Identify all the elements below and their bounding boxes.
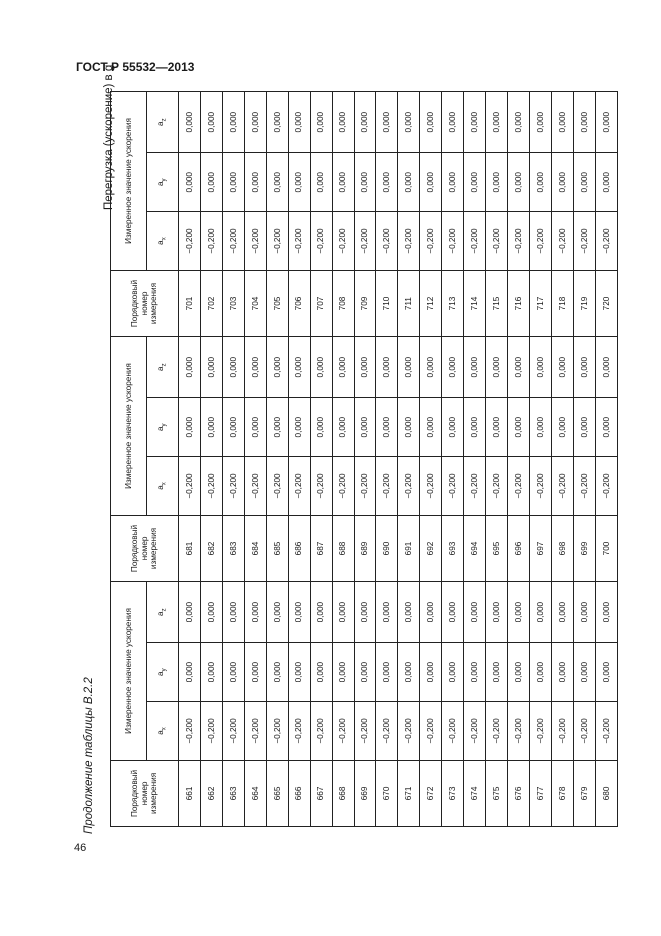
acceleration-value-cell: −0,200 <box>288 212 310 271</box>
acceleration-value-cell: −0,200 <box>332 457 354 516</box>
acceleration-value-cell: 0,000 <box>376 643 398 702</box>
acceleration-value-cell: 0,000 <box>573 153 595 212</box>
page-number: 46 <box>74 842 87 854</box>
acceleration-value-cell: −0,200 <box>288 702 310 761</box>
table-row <box>354 92 376 827</box>
col-header-group: Измеренное значение ускорения <box>111 337 147 516</box>
col-header-number: Порядковый номер измерения <box>111 515 179 581</box>
acceleration-value-cell: −0,200 <box>310 212 332 271</box>
acceleration-value-cell: 0,000 <box>442 153 464 212</box>
acceleration-value-cell: 0,000 <box>288 643 310 702</box>
acceleration-value-cell: 0,000 <box>398 398 420 457</box>
acceleration-value-cell: 0,000 <box>420 643 442 702</box>
acceleration-value-cell: 0,000 <box>398 92 420 153</box>
acceleration-value-cell: 0,000 <box>551 398 573 457</box>
acceleration-value-cell: 0,000 <box>310 398 332 457</box>
acceleration-value-cell: 0,000 <box>486 153 508 212</box>
acceleration-value-cell: −0,200 <box>310 457 332 516</box>
acceleration-value-cell: −0,200 <box>442 457 464 516</box>
acceleration-value-cell: 0,000 <box>310 337 332 398</box>
acceleration-value-cell: −0,200 <box>486 457 508 516</box>
measurement-number-cell: 711 <box>398 270 420 336</box>
acceleration-value-cell: 0,000 <box>222 153 244 212</box>
acceleration-value-cell: −0,200 <box>398 457 420 516</box>
acceleration-value-cell: 0,000 <box>354 92 376 153</box>
acceleration-value-cell: −0,200 <box>464 457 486 516</box>
standard-header: ГОСТ Р 55532—2013 <box>76 60 195 74</box>
measurement-number-cell: 708 <box>332 270 354 336</box>
acceleration-value-cell: −0,200 <box>266 212 288 271</box>
acceleration-value-cell: 0,000 <box>398 337 420 398</box>
acceleration-value-cell: −0,200 <box>530 702 552 761</box>
acceleration-value-cell: 0,000 <box>288 582 310 643</box>
acceleration-value-cell: −0,200 <box>508 457 530 516</box>
acceleration-value-cell: 0,000 <box>420 92 442 153</box>
measurement-number-cell: 681 <box>179 515 201 581</box>
acceleration-value-cell: −0,200 <box>266 702 288 761</box>
acceleration-value-cell: 0,000 <box>310 92 332 153</box>
measurement-number-cell: 665 <box>266 760 288 826</box>
acceleration-value-cell: 0,000 <box>464 153 486 212</box>
acceleration-value-cell: −0,200 <box>573 457 595 516</box>
table-container <box>110 91 618 827</box>
measurement-number-cell: 675 <box>486 760 508 826</box>
acceleration-value-cell: 0,000 <box>179 582 201 643</box>
measurement-number-cell: 669 <box>354 760 376 826</box>
col-header-group: Измеренное значение ускорения <box>111 92 147 271</box>
measurement-number-cell: 695 <box>486 515 508 581</box>
acceleration-value-cell: 0,000 <box>508 398 530 457</box>
acceleration-value-cell: −0,200 <box>354 702 376 761</box>
acceleration-value-cell: 0,000 <box>530 337 552 398</box>
col-header-number: Порядковый номер измерения <box>111 270 179 336</box>
table-row <box>288 92 310 827</box>
acceleration-value-cell: 0,000 <box>573 337 595 398</box>
measurement-number-cell: 710 <box>376 270 398 336</box>
measurement-number-cell: 694 <box>464 515 486 581</box>
acceleration-value-cell: 0,000 <box>222 582 244 643</box>
acceleration-value-cell: 0,000 <box>551 92 573 153</box>
acceleration-value-cell: 0,000 <box>420 337 442 398</box>
measurement-number-cell: 671 <box>398 760 420 826</box>
acceleration-value-cell: −0,200 <box>420 212 442 271</box>
col-header-az: $a_z$ <box>147 582 179 643</box>
acceleration-value-cell: −0,200 <box>200 457 222 516</box>
acceleration-value-cell: 0,000 <box>573 582 595 643</box>
acceleration-value-cell: −0,200 <box>376 457 398 516</box>
measurement-number-cell: 688 <box>332 515 354 581</box>
col-header-az: $a_z$ <box>147 337 179 398</box>
table-row <box>442 92 464 827</box>
acceleration-value-cell: 0,000 <box>551 337 573 398</box>
measurement-number-cell: 690 <box>376 515 398 581</box>
acceleration-value-cell: 0,000 <box>376 582 398 643</box>
acceleration-value-cell: 0,000 <box>179 153 201 212</box>
table-row <box>179 92 201 827</box>
table-row <box>530 92 552 827</box>
acceleration-value-cell: −0,200 <box>332 702 354 761</box>
acceleration-value-cell: 0,000 <box>420 153 442 212</box>
acceleration-value-cell: 0,000 <box>573 92 595 153</box>
acceleration-value-cell: 0,000 <box>442 582 464 643</box>
acceleration-value-cell: −0,200 <box>200 212 222 271</box>
measurement-number-cell: 691 <box>398 515 420 581</box>
acceleration-value-cell: −0,200 <box>222 702 244 761</box>
acceleration-value-cell: 0,000 <box>332 398 354 457</box>
acceleration-value-cell: 0,000 <box>222 398 244 457</box>
table-row <box>398 92 420 827</box>
table-row <box>551 92 573 827</box>
table-caption: Продолжение таблицы B.2.2 <box>83 677 95 834</box>
acceleration-value-cell: 0,000 <box>354 643 376 702</box>
acceleration-value-cell: 0,000 <box>288 337 310 398</box>
table-row <box>332 92 354 827</box>
acceleration-value-cell: 0,000 <box>376 153 398 212</box>
col-header-ax: $a_x$ <box>147 702 179 761</box>
acceleration-value-cell: −0,200 <box>595 702 617 761</box>
acceleration-value-cell: 0,000 <box>222 92 244 153</box>
acceleration-value-cell: 0,000 <box>376 92 398 153</box>
acceleration-value-cell: 0,000 <box>573 398 595 457</box>
measurement-number-cell: 689 <box>354 515 376 581</box>
table-row <box>420 92 442 827</box>
measurement-number-cell: 686 <box>288 515 310 581</box>
table-row <box>266 92 288 827</box>
acceleration-value-cell: 0,000 <box>508 337 530 398</box>
acceleration-value-cell: −0,200 <box>354 457 376 516</box>
measurement-number-cell: 718 <box>551 270 573 336</box>
acceleration-value-cell: 0,000 <box>332 153 354 212</box>
measurement-number-cell: 677 <box>530 760 552 826</box>
acceleration-value-cell: 0,000 <box>310 643 332 702</box>
acceleration-value-cell: −0,200 <box>530 212 552 271</box>
acceleration-value-cell: −0,200 <box>551 702 573 761</box>
acceleration-value-cell: 0,000 <box>266 92 288 153</box>
measurement-number-cell: 699 <box>573 515 595 581</box>
col-header-ay: $a_y$ <box>147 398 179 457</box>
acceleration-value-cell: 0,000 <box>464 643 486 702</box>
measurement-number-cell: 662 <box>200 760 222 826</box>
measurement-number-cell: 713 <box>442 270 464 336</box>
measurement-number-cell: 697 <box>530 515 552 581</box>
col-header-ay: $a_y$ <box>147 153 179 212</box>
acceleration-value-cell: −0,200 <box>332 212 354 271</box>
acceleration-value-cell: 0,000 <box>595 337 617 398</box>
acceleration-value-cell: 0,000 <box>354 337 376 398</box>
acceleration-value-cell: 0,000 <box>310 153 332 212</box>
acceleration-value-cell: 0,000 <box>442 643 464 702</box>
acceleration-value-cell: 0,000 <box>200 153 222 212</box>
rotated-table <box>110 91 618 827</box>
measurement-number-cell: 682 <box>200 515 222 581</box>
acceleration-value-cell: −0,200 <box>573 212 595 271</box>
acceleration-value-cell: 0,000 <box>464 398 486 457</box>
acceleration-value-cell: −0,200 <box>222 457 244 516</box>
acceleration-value-cell: 0,000 <box>244 153 266 212</box>
acceleration-value-cell: −0,200 <box>551 457 573 516</box>
acceleration-value-cell: −0,200 <box>398 702 420 761</box>
acceleration-value-cell: 0,000 <box>332 643 354 702</box>
acceleration-value-cell: 0,000 <box>420 582 442 643</box>
measurement-number-cell: 678 <box>551 760 573 826</box>
measurement-number-cell: 706 <box>288 270 310 336</box>
acceleration-value-cell: 0,000 <box>442 337 464 398</box>
acceleration-value-cell: −0,200 <box>420 702 442 761</box>
measurement-number-cell: 703 <box>222 270 244 336</box>
acceleration-value-cell: 0,000 <box>266 153 288 212</box>
table-row <box>222 92 244 827</box>
measurement-number-cell: 676 <box>508 760 530 826</box>
measurement-number-cell: 685 <box>266 515 288 581</box>
acceleration-value-cell: 0,000 <box>486 92 508 153</box>
acceleration-value-cell: −0,200 <box>486 702 508 761</box>
measurement-number-cell: 717 <box>530 270 552 336</box>
acceleration-value-cell: 0,000 <box>376 337 398 398</box>
measurement-number-cell: 704 <box>244 270 266 336</box>
acceleration-value-cell: 0,000 <box>266 337 288 398</box>
acceleration-value-cell: −0,200 <box>179 212 201 271</box>
acceleration-value-cell: 0,000 <box>486 582 508 643</box>
col-header-ax: $a_x$ <box>147 457 179 516</box>
acceleration-value-cell: 0,000 <box>244 643 266 702</box>
table-row <box>595 92 617 827</box>
acceleration-value-cell: −0,200 <box>595 212 617 271</box>
acceleration-value-cell: 0,000 <box>288 153 310 212</box>
acceleration-value-cell: 0,000 <box>332 582 354 643</box>
acceleration-value-cell: −0,200 <box>244 457 266 516</box>
acceleration-value-cell: −0,200 <box>508 702 530 761</box>
measurement-number-cell: 683 <box>222 515 244 581</box>
acceleration-value-cell: −0,200 <box>551 212 573 271</box>
acceleration-value-cell: 0,000 <box>530 582 552 643</box>
acceleration-value-cell: 0,000 <box>573 643 595 702</box>
col-header-az: $a_z$ <box>147 92 179 153</box>
acceleration-value-cell: 0,000 <box>244 582 266 643</box>
acceleration-value-cell: 0,000 <box>398 643 420 702</box>
table-row <box>200 92 222 827</box>
measurement-number-cell: 684 <box>244 515 266 581</box>
acceleration-value-cell: 0,000 <box>179 92 201 153</box>
acceleration-value-cell: 0,000 <box>508 643 530 702</box>
acceleration-value-cell: 0,000 <box>200 582 222 643</box>
acceleration-value-cell: 0,000 <box>200 398 222 457</box>
measurement-number-cell: 692 <box>420 515 442 581</box>
acceleration-value-cell: 0,000 <box>244 92 266 153</box>
acceleration-value-cell: 0,000 <box>398 582 420 643</box>
table-row <box>376 92 398 827</box>
col-header-number: Порядковый номер измерения <box>111 760 179 826</box>
acceleration-value-cell: −0,200 <box>244 212 266 271</box>
measurement-number-cell: 670 <box>376 760 398 826</box>
table-row <box>573 92 595 827</box>
acceleration-value-cell: −0,200 <box>573 702 595 761</box>
table-row <box>464 92 486 827</box>
table-row <box>244 92 266 827</box>
acceleration-value-cell: 0,000 <box>288 398 310 457</box>
acceleration-value-cell: 0,000 <box>530 153 552 212</box>
acceleration-value-cell: −0,200 <box>222 212 244 271</box>
acceleration-value-cell: −0,200 <box>464 702 486 761</box>
measurement-number-cell: 712 <box>420 270 442 336</box>
table-row <box>486 92 508 827</box>
measurement-number-cell: 687 <box>310 515 332 581</box>
acceleration-value-cell: −0,200 <box>200 702 222 761</box>
measurement-number-cell: 680 <box>595 760 617 826</box>
measurement-number-cell: 707 <box>310 270 332 336</box>
acceleration-value-cell: 0,000 <box>595 582 617 643</box>
measurement-number-cell: 661 <box>179 760 201 826</box>
acceleration-value-cell: 0,000 <box>508 153 530 212</box>
acceleration-value-cell: 0,000 <box>530 398 552 457</box>
measurement-number-cell: 663 <box>222 760 244 826</box>
measurement-number-cell: 667 <box>310 760 332 826</box>
acceleration-value-cell: 0,000 <box>442 92 464 153</box>
acceleration-value-cell: 0,000 <box>464 92 486 153</box>
acceleration-value-cell: 0,000 <box>595 643 617 702</box>
acceleration-value-cell: 0,000 <box>486 337 508 398</box>
acceleration-value-cell: −0,200 <box>310 702 332 761</box>
acceleration-value-cell: −0,200 <box>376 702 398 761</box>
acceleration-value-cell: 0,000 <box>266 582 288 643</box>
acceleration-value-cell: 0,000 <box>244 337 266 398</box>
acceleration-value-cell: 0,000 <box>244 398 266 457</box>
acceleration-value-cell: −0,200 <box>442 212 464 271</box>
acceleration-value-cell: 0,000 <box>595 92 617 153</box>
acceleration-value-cell: 0,000 <box>288 92 310 153</box>
acceleration-value-cell: 0,000 <box>179 643 201 702</box>
acceleration-value-cell: 0,000 <box>464 337 486 398</box>
acceleration-value-cell: 0,000 <box>398 153 420 212</box>
acceleration-value-cell: 0,000 <box>420 398 442 457</box>
measurement-number-cell: 702 <box>200 270 222 336</box>
acceleration-value-cell: 0,000 <box>551 582 573 643</box>
measurement-number-cell: 664 <box>244 760 266 826</box>
acceleration-value-cell: 0,000 <box>486 398 508 457</box>
acceleration-value-cell: −0,200 <box>179 457 201 516</box>
table-row <box>310 92 332 827</box>
acceleration-value-cell: 0,000 <box>551 643 573 702</box>
acceleration-value-cell: 0,000 <box>464 582 486 643</box>
acceleration-value-cell: −0,200 <box>530 457 552 516</box>
measurement-number-cell: 705 <box>266 270 288 336</box>
acceleration-value-cell: 0,000 <box>222 337 244 398</box>
unit-label: Перегрузка (ускорение) в g <box>103 64 115 210</box>
acceleration-value-cell: 0,000 <box>179 398 201 457</box>
measurement-number-cell: 714 <box>464 270 486 336</box>
acceleration-value-cell: −0,200 <box>420 457 442 516</box>
acceleration-value-cell: −0,200 <box>464 212 486 271</box>
acceleration-value-cell: 0,000 <box>354 153 376 212</box>
acceleration-value-cell: −0,200 <box>486 212 508 271</box>
table-row <box>508 92 530 827</box>
acceleration-value-cell: 0,000 <box>551 153 573 212</box>
acceleration-value-cell: 0,000 <box>310 582 332 643</box>
acceleration-value-cell: 0,000 <box>376 398 398 457</box>
acceleration-value-cell: 0,000 <box>266 643 288 702</box>
col-header-group: Измеренное значение ускорения <box>111 582 147 761</box>
measurement-number-cell: 698 <box>551 515 573 581</box>
measurement-number-cell: 696 <box>508 515 530 581</box>
acceleration-value-cell: −0,200 <box>595 457 617 516</box>
measurement-number-cell: 709 <box>354 270 376 336</box>
acceleration-value-cell: 0,000 <box>595 398 617 457</box>
acceleration-value-cell: −0,200 <box>442 702 464 761</box>
acceleration-value-cell: 0,000 <box>200 643 222 702</box>
measurement-number-cell: 700 <box>595 515 617 581</box>
acceleration-value-cell: 0,000 <box>200 92 222 153</box>
acceleration-value-cell: 0,000 <box>354 398 376 457</box>
acceleration-value-cell: 0,000 <box>595 153 617 212</box>
acceleration-value-cell: 0,000 <box>530 643 552 702</box>
measurement-number-cell: 720 <box>595 270 617 336</box>
measurement-number-cell: 716 <box>508 270 530 336</box>
acceleration-value-cell: −0,200 <box>244 702 266 761</box>
measurement-number-cell: 672 <box>420 760 442 826</box>
acceleration-value-cell: 0,000 <box>222 643 244 702</box>
acceleration-value-cell: 0,000 <box>530 92 552 153</box>
acceleration-value-cell: 0,000 <box>179 337 201 398</box>
measurement-number-cell: 679 <box>573 760 595 826</box>
measurement-number-cell: 701 <box>179 270 201 336</box>
table-body <box>179 92 618 827</box>
measurement-number-cell: 693 <box>442 515 464 581</box>
measurement-table <box>110 91 618 827</box>
acceleration-value-cell: 0,000 <box>508 92 530 153</box>
acceleration-value-cell: 0,000 <box>508 582 530 643</box>
acceleration-value-cell: −0,200 <box>179 702 201 761</box>
acceleration-value-cell: −0,200 <box>354 212 376 271</box>
acceleration-value-cell: −0,200 <box>398 212 420 271</box>
measurement-number-cell: 715 <box>486 270 508 336</box>
measurement-number-cell: 668 <box>332 760 354 826</box>
measurement-number-cell: 673 <box>442 760 464 826</box>
col-header-ax: $a_x$ <box>147 212 179 271</box>
acceleration-value-cell: −0,200 <box>508 212 530 271</box>
acceleration-value-cell: 0,000 <box>354 582 376 643</box>
acceleration-value-cell: −0,200 <box>376 212 398 271</box>
acceleration-value-cell: −0,200 <box>288 457 310 516</box>
measurement-number-cell: 719 <box>573 270 595 336</box>
acceleration-value-cell: 0,000 <box>442 398 464 457</box>
acceleration-value-cell: 0,000 <box>486 643 508 702</box>
acceleration-value-cell: 0,000 <box>332 92 354 153</box>
acceleration-value-cell: −0,200 <box>266 457 288 516</box>
measurement-number-cell: 674 <box>464 760 486 826</box>
col-header-ay: $a_y$ <box>147 643 179 702</box>
measurement-number-cell: 666 <box>288 760 310 826</box>
acceleration-value-cell: 0,000 <box>332 337 354 398</box>
acceleration-value-cell: 0,000 <box>200 337 222 398</box>
acceleration-value-cell: 0,000 <box>266 398 288 457</box>
